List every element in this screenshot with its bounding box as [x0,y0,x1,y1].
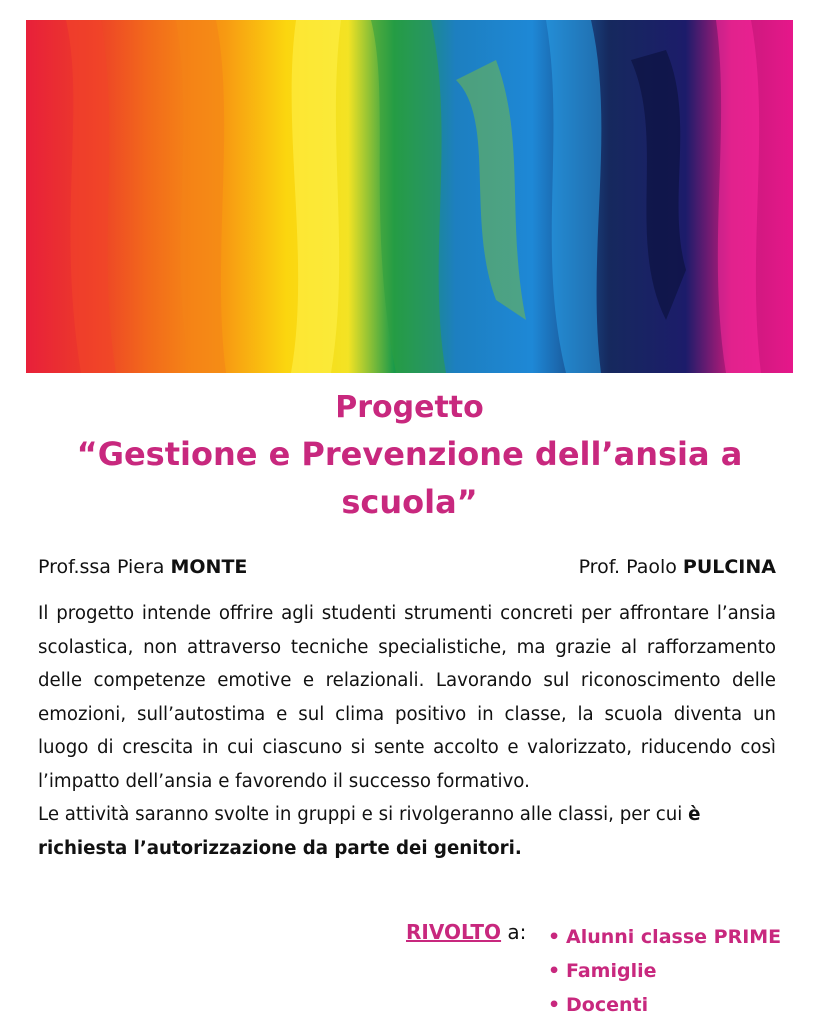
authorization-required-text: è richiesta l’autorizzazione da parte dei genitori. [38,804,701,859]
title-line-progetto: Progetto [335,390,484,425]
author-monte [38,556,247,578]
authorization-paragraph [38,798,776,865]
audience-item: • Docenti [548,988,781,1022]
author-monte-prefix: Prof.ssa Piera [38,556,171,578]
rivolto-keyword: RIVOLTO [406,920,502,944]
author-pulcina-prefix: Prof. Paolo [578,556,683,578]
audience-item: • Alunni classe PRIME [548,920,781,954]
authorization-text: Le attività saranno svolte in gruppi e si rivolgeranno alle classi, per cui [38,804,689,825]
audience-item: • Famiglie [548,954,781,988]
description-paragraph: Il progetto intende offrire agli studenti strumenti concreti per affrontare l’ansia scolastica, non attraverso tecniche specialistiche, ma grazie al rafforzamento delle competenze emotive e relazionali. Lavorando sul riconoscimento delle emozioni, sull’autostima e sul clima positivo in classe, la scuola diventa un luogo di crescita in cui ciascuno si sente accolto e valorizzato, riducendo così l’impatto dell’ansia e favorendo il successo formativo. [38,603,776,792]
project-title [20,386,799,526]
project-description [38,597,776,865]
title-line-scuola: scuola” [341,483,478,521]
rainbow-banner-image [26,20,793,373]
author-monte-surname: MONTE [170,556,248,578]
author-pulcina-surname: PULCINA [682,556,776,578]
target-label [406,920,526,944]
authors-row [38,556,776,584]
rivolto-suffix: a: [501,920,527,944]
audience-list [548,920,781,1022]
author-pulcina [579,556,776,578]
title-line-name: “Gestione e Prevenzione dell’ansia a [76,435,743,473]
